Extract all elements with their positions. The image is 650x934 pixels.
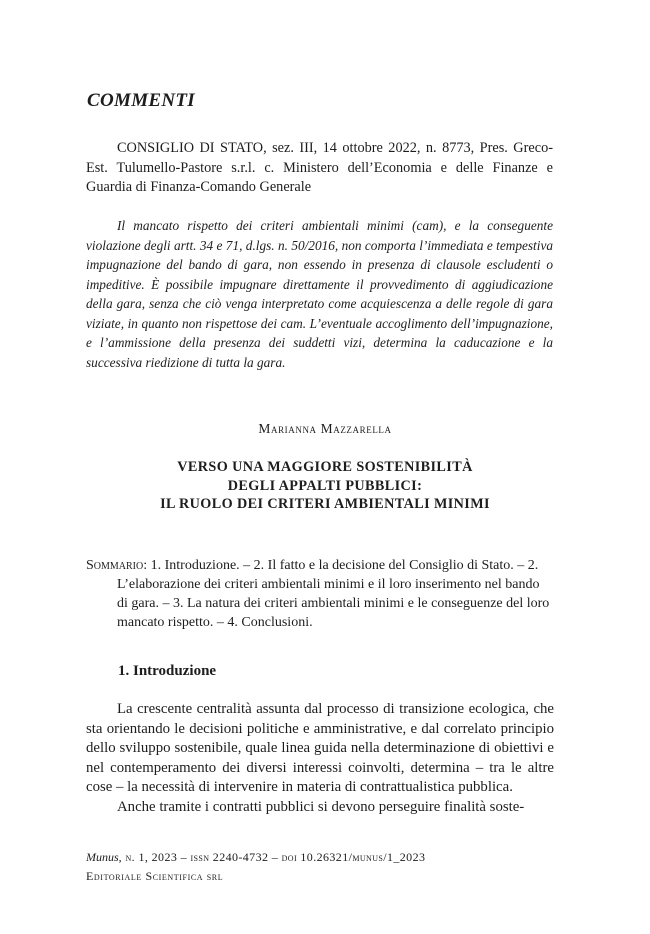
section-title: COMMENTI: [87, 90, 195, 111]
case-citation: CONSIGLIO DI STATO, sez. III, 14 ottobre 2022, n. 8773, Pres. Greco-Est. Tulumello-Pastore s.r.l. c. Ministero dell’Economia e delle Finanze e Guardia di Finanza-Comando Generale: [86, 140, 553, 195]
issue-details: , n. 1, 2023 – issn 2240-4732 – doi 10.26321/munus/1_2023: [118, 850, 426, 864]
article-title-line: VERSO UNA MAGGIORE SOSTENIBILITÀ: [177, 459, 473, 475]
summary-text: : 1. Introduzione. – 2. Il fatto e la decisione del Consiglio di Stato. – 2. L’elaborazione dei criteri ambientali minimi e il loro inserimento nel bando di gara. – 3. La natura dei criteri ambientali minimi e le conseguenze del loro mancato rispetto. – 4. Conclusioni.: [117, 558, 550, 630]
article-title-line: DEGLI APPALTI PUBBLICI:: [227, 477, 423, 494]
body-paragraph: La crescente centralità assunta dal processo di transizione ecologica, che sta orientando le decisioni politiche e amministrative, e dal correlato principio dello sviluppo sostenibile, quale linea guida nella determinazione di obiettivi e nel contemperamento dei diversi interessi coinvolti, determina – tra le altre cose – la necessità di intervenire in materia di contrattualistica pubblica.: [86, 701, 554, 796]
table-of-contents: [86, 556, 553, 632]
article-title: [0, 458, 650, 514]
article-title-line: IL RUOLO DEI CRITERI AMBIENTALI MINIMI: [160, 496, 490, 512]
page-footer: [86, 848, 553, 886]
case-abstract: Il mancato rispetto dei criteri ambientali minimi (cam), e la conseguente violazione degli artt. 34 e 71, d.lgs. n. 50/2016, non comporta l’immediata e tempestiva impugnazione del bando di gara, non essendo in presenza di clausole escludenti o impeditive. È possibile impugnare direttamente il provvedimento di aggiudicazione della gara, senza che ciò venga interpretato come acquiescenza a delle regole di gara viziate, in quanto non rispettose dei cam. L’eventuale accoglimento dell’impugnazione, e l’ammissione della presenza dei suddetti vizi, determina la caducazione e la successiva riedizione di tutta la gara.: [86, 218, 553, 370]
body-paragraph: Anche tramite i contratti pubblici si devono perseguire finalità soste-: [117, 798, 525, 815]
journal-name: Munus: [86, 850, 119, 864]
footer-citation: [86, 848, 553, 867]
publisher-name: Editoriale Scientifica srl: [86, 869, 224, 883]
body-text: [86, 700, 554, 818]
summary-label: Sommario: [86, 558, 144, 573]
author-name: Marianna Mazzarella: [258, 421, 392, 436]
section-heading: 1. Introduzione: [118, 663, 217, 679]
